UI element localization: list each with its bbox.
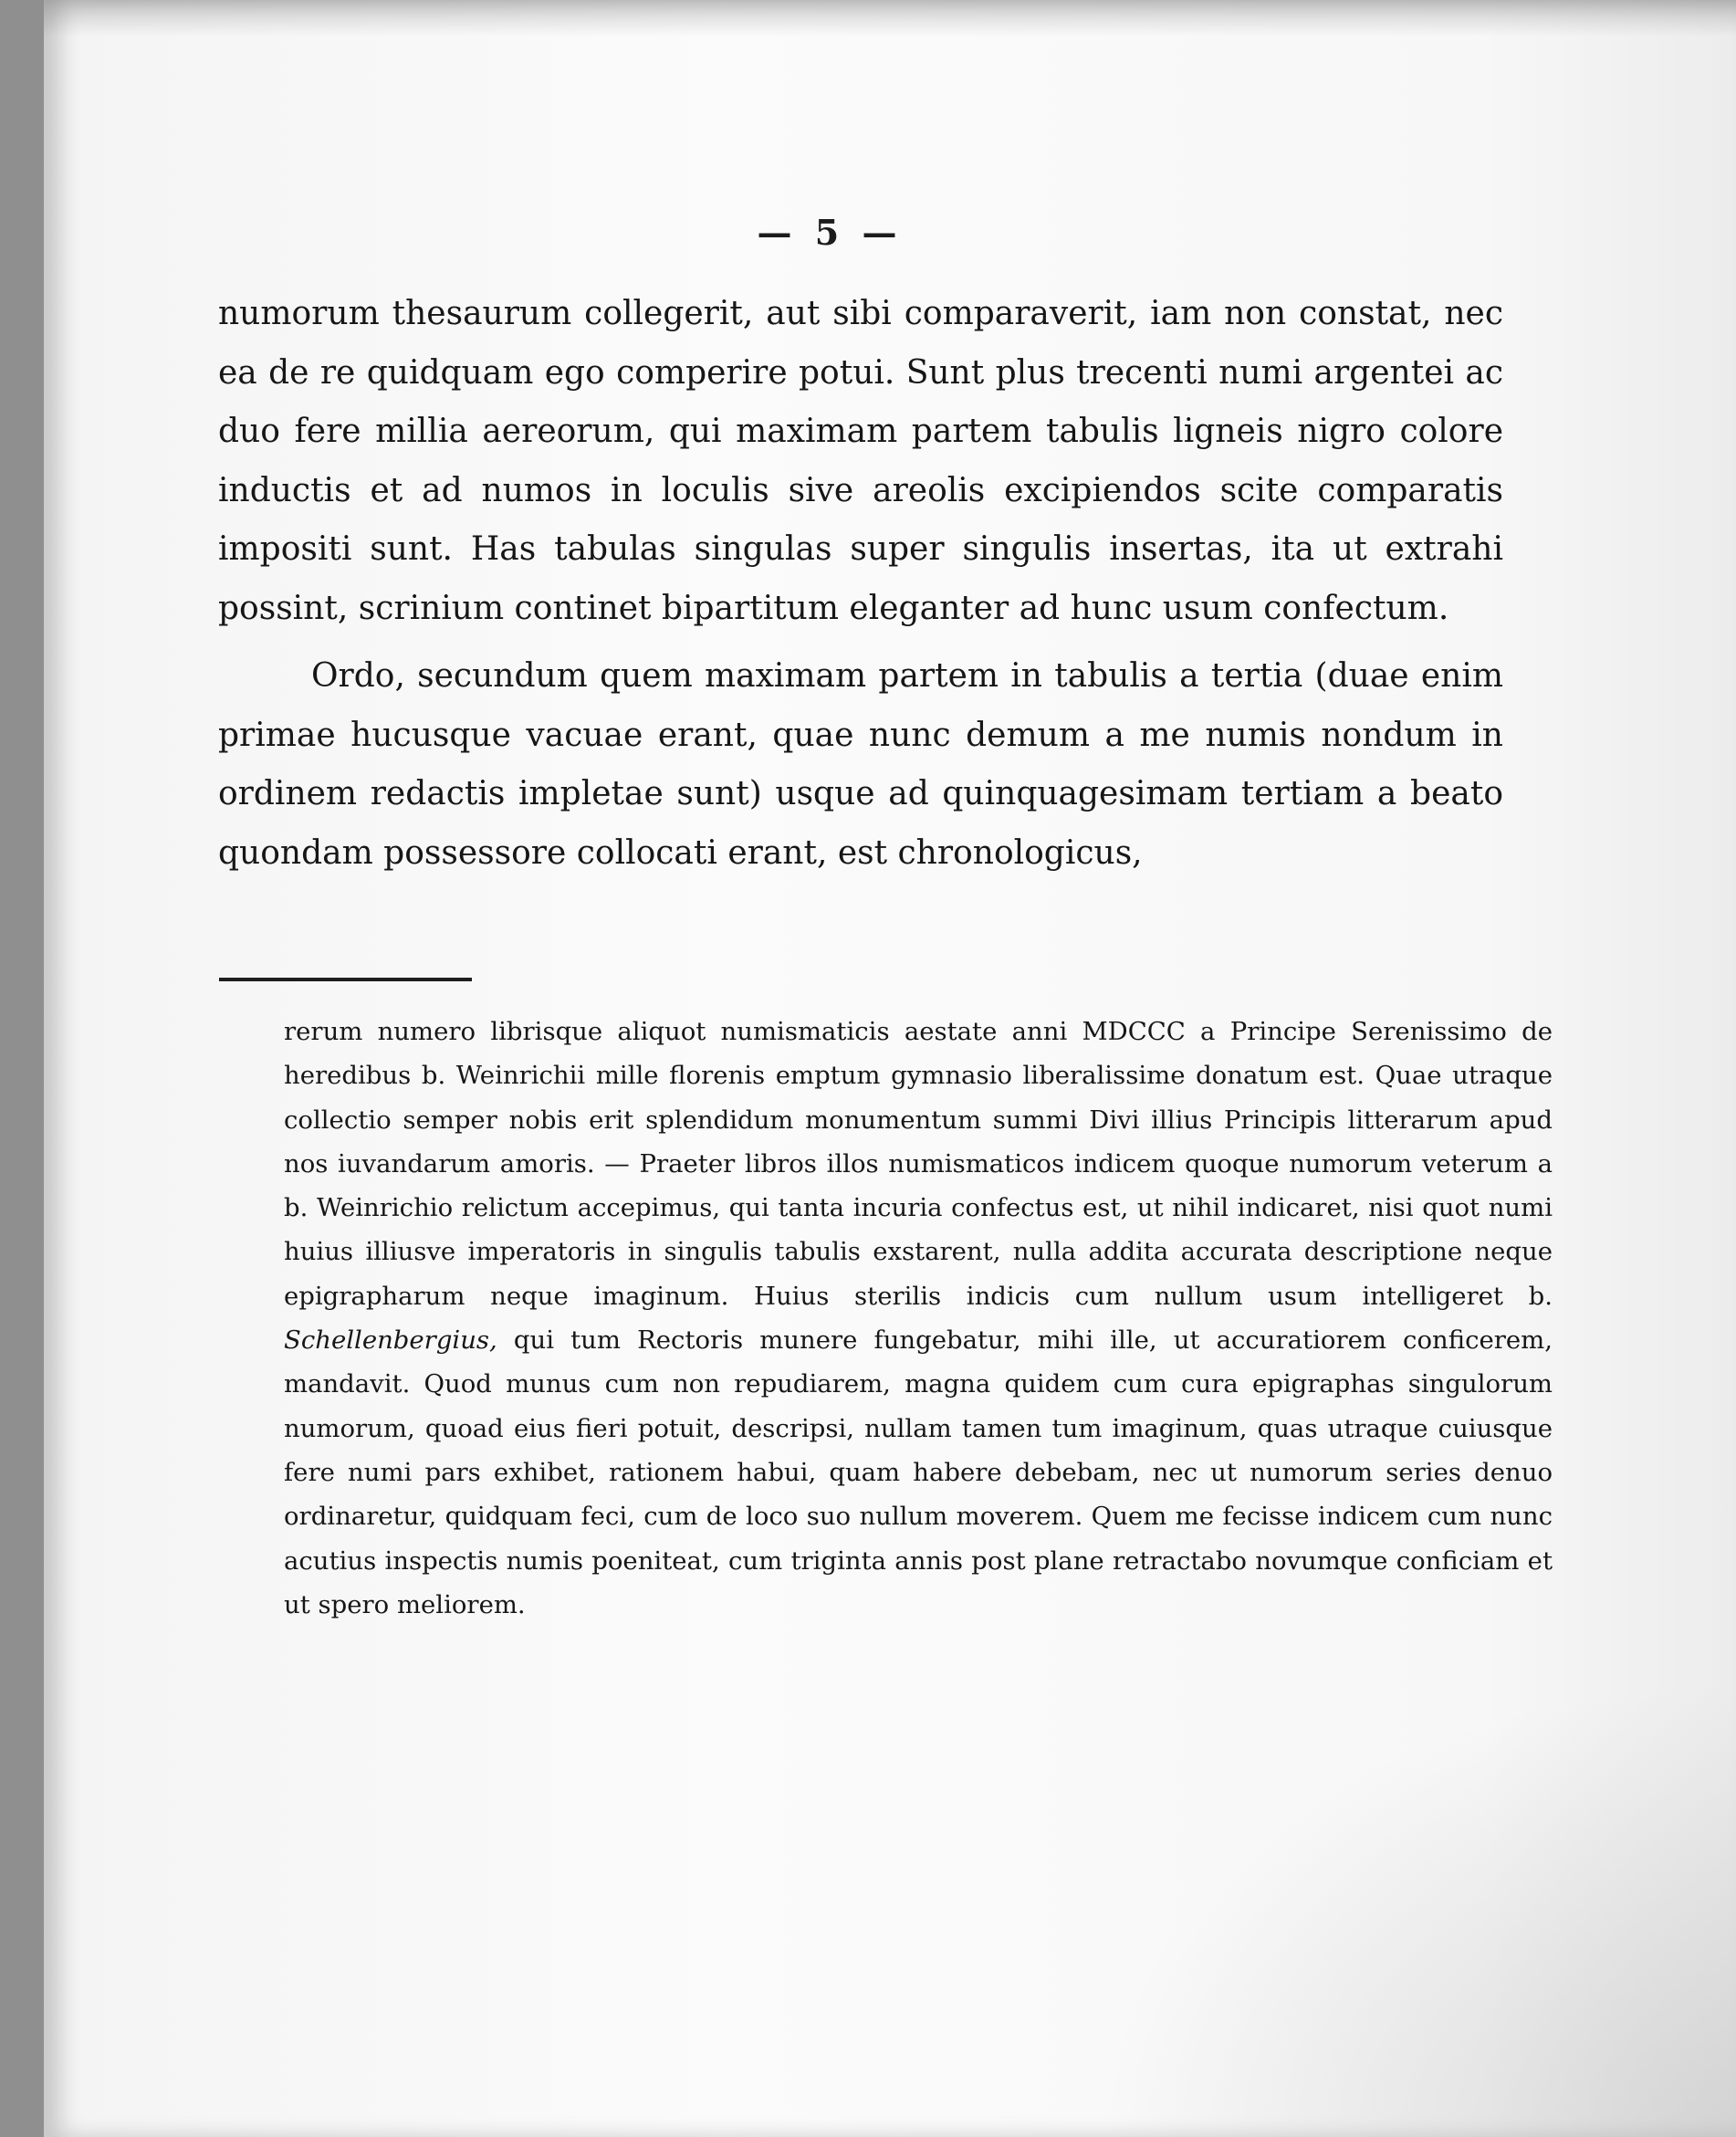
paragraph-1: numorum thesaurum collegerit, aut sibi comparaverit, iam non constat, nec ea de re quidquam ego comperire potui. Sunt plus trecenti numi argentei ac duo fere millia aereorum, qui maximam partem tabulis ligneis nigro colore inductis et ad numos in loculis sive areolis excipiendos scite comparatis impositi sunt. Has tabulas singulas super singulis insertas, ita ut extrahi possint, scrinium continet bipartitum eleganter ad hunc usum confectum. [218, 295, 1503, 627]
main-text [218, 285, 1503, 883]
footnote-italic-name: Schellenbergius, [284, 1325, 497, 1356]
footnote-paragraph [284, 1010, 1553, 1627]
paragraph-2: Ordo, secundum quem maximam partem in tabulis a tertia (duae enim primae hucusque vacuae erant, quae nunc demum a me numis nondum in ordinem redactis impletae sunt) usque ad quinquagesimam tertiam a beato quondam possessore collocati erant, est chronologicus, [218, 657, 1503, 872]
footnote [284, 1010, 1553, 1627]
page-number: — 5 — [757, 212, 903, 253]
footnote-text-part-2: qui tum Rectoris munere fungebatur, mihi ille, ut accuratiorem conficerem, mandavit. Quod munus cum non repudiarem, magna quidem cum cura epigraphas singulorum numorum, quoad eius fieri potuit, descripsi, nullam tamen tum imaginum, quas utraque cuiusque fere numi pars exhibet, rationem habui, quam habere debebam, nec ut numorum series denuo ordinaretur, quidquam feci, cum de loco suo nullum moverem. Quem me fecisse indicem cum nunc acutius inspectis numis poeniteat, cum triginta annis post plane retractabo novumque conficiam et ut spero meliorem. [284, 1325, 1553, 1619]
footnote-text-part-1: rerum numero librisque aliquot numismaticis aestate anni MDCCC a Principe Serenissimo de heredibus b. Weinrichii mille florenis emptum gymnasio liberalissime donatum est. Quae utraque collectio semper nobis erit splendidum monumentum summi Divi illius Principis litterarum apud nos iuvandarum amoris. — Praeter libros illos numismaticos indicem quoque numorum veterum a b. Weinrichio relictum accepimus, qui tanta incuria confectus est, ut nihil indicaret, nisi quot numi huius illiusve imperatoris in singulis tabulis exstarent, nulla addita accurata descriptione neque epigrapharum neque imaginum. Huius sterilis indicis cum nullum usum intelligeret b. [284, 1017, 1553, 1311]
footnote-separator [219, 978, 472, 981]
document-page [44, 0, 1736, 2137]
